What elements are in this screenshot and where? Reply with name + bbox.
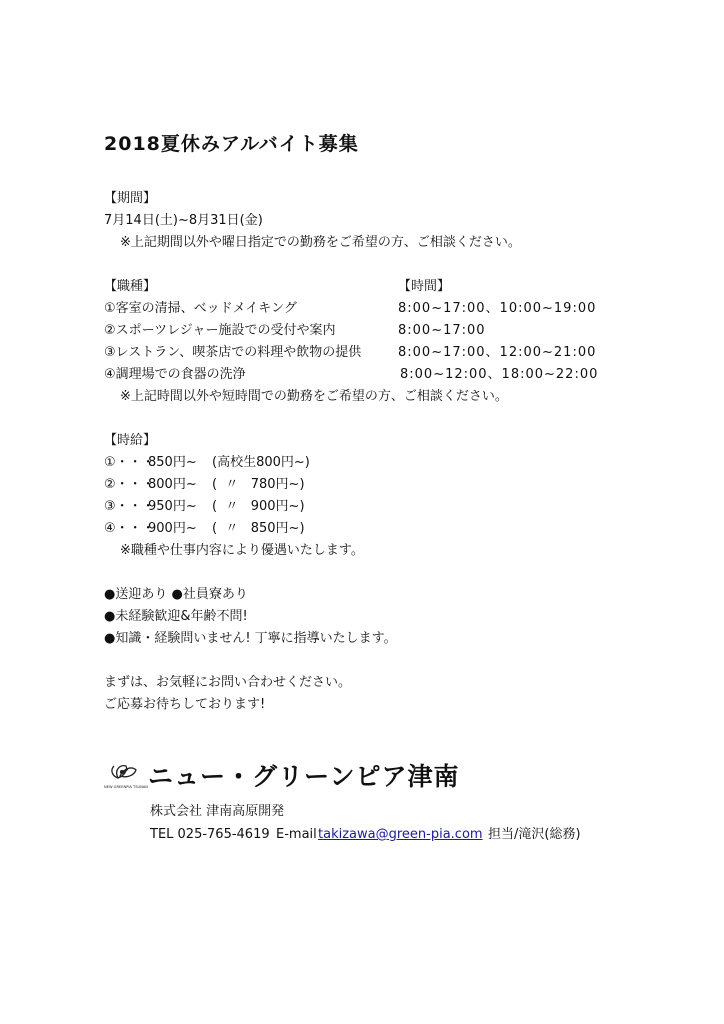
job-label-3: ③レストラン、喫茶店での料理や飲物の提供 [104,345,362,360]
period-note: ※上記期間以外や曜日指定での勤務をご希望の方、ご相談ください。 [120,235,521,250]
wage-label-4: ④・・・ [104,521,155,536]
wage-amount-3: 950円~ [148,499,197,514]
benefit-1: ●送迎あり ●社員寮あり [104,587,248,602]
wage-detail-1: (高校生800円~) [212,455,310,470]
company-logo [104,760,148,794]
wage-label-1: ①・・・ [104,455,155,470]
jobs-note: ※上記時間以外や短時間での勤務をご希望の方、ご相談ください。 [120,389,508,404]
period-dates: 7月14日(土)~8月31日(金) [104,213,263,228]
job-label-1: ①客室の清掃、ベッドメイキング [104,301,297,316]
page-title: 2018夏休みアルバイト募集 [104,133,359,155]
job-time-2: 8:00~17:00 [398,323,486,338]
jobs-heading: 【職種】 [104,279,157,294]
closing-line-1: まずは、お気軽にお問い合わせください。 [104,675,352,690]
tel: TEL 025-765-4619 [150,827,270,842]
closing-line-2: ご応募お待ちしております! [104,697,266,712]
wage-detail-2: ( 〃 780円~) [212,477,305,492]
company-name: 株式会社 津南高原開発 [150,804,285,819]
wage-detail-4: ( 〃 850円~) [212,521,305,536]
job-label-4: ④調理場での食器の洗浄 [104,367,246,382]
job-label-2: ②スポーツレジャー施設での受付や案内 [104,323,336,338]
wage-label-2: ②・・・ [104,477,155,492]
time-heading: 【時間】 [398,279,451,294]
contact-person: 担当/滝沢(総務) [488,827,581,842]
job-time-1: 8:00~17:00、10:00~19:00 [398,301,597,316]
wage-detail-3: ( 〃 900円~) [212,499,305,514]
period-heading: 【期間】 [104,191,157,206]
job-time-4: 8:00~12:00、18:00~22:00 [400,367,599,382]
wage-heading: 【時給】 [104,433,157,448]
benefit-3: ●知識・経験問いません! 丁寧に指導いたします。 [104,631,397,646]
email-link[interactable]: takizawa@green-pia.com [318,827,483,842]
svg-text:NEW GREENPIA TSUNAN: NEW GREENPIA TSUNAN [104,785,148,789]
wage-amount-4: 900円~ [148,521,197,536]
wage-amount-1: 850円~ [148,455,197,470]
email-label: E-mail [276,827,317,842]
job-time-3: 8:00~17:00、12:00~21:00 [398,345,597,360]
logo-text: ニュー・グリーンピア津南 [148,762,460,791]
leaf-icon [104,760,148,794]
wage-label-3: ③・・・ [104,499,155,514]
wage-note: ※職種や仕事内容により優遇いたします。 [120,543,364,558]
benefit-2: ●未経験歓迎&年齢不問! [104,609,248,624]
wage-amount-2: 800円~ [148,477,197,492]
